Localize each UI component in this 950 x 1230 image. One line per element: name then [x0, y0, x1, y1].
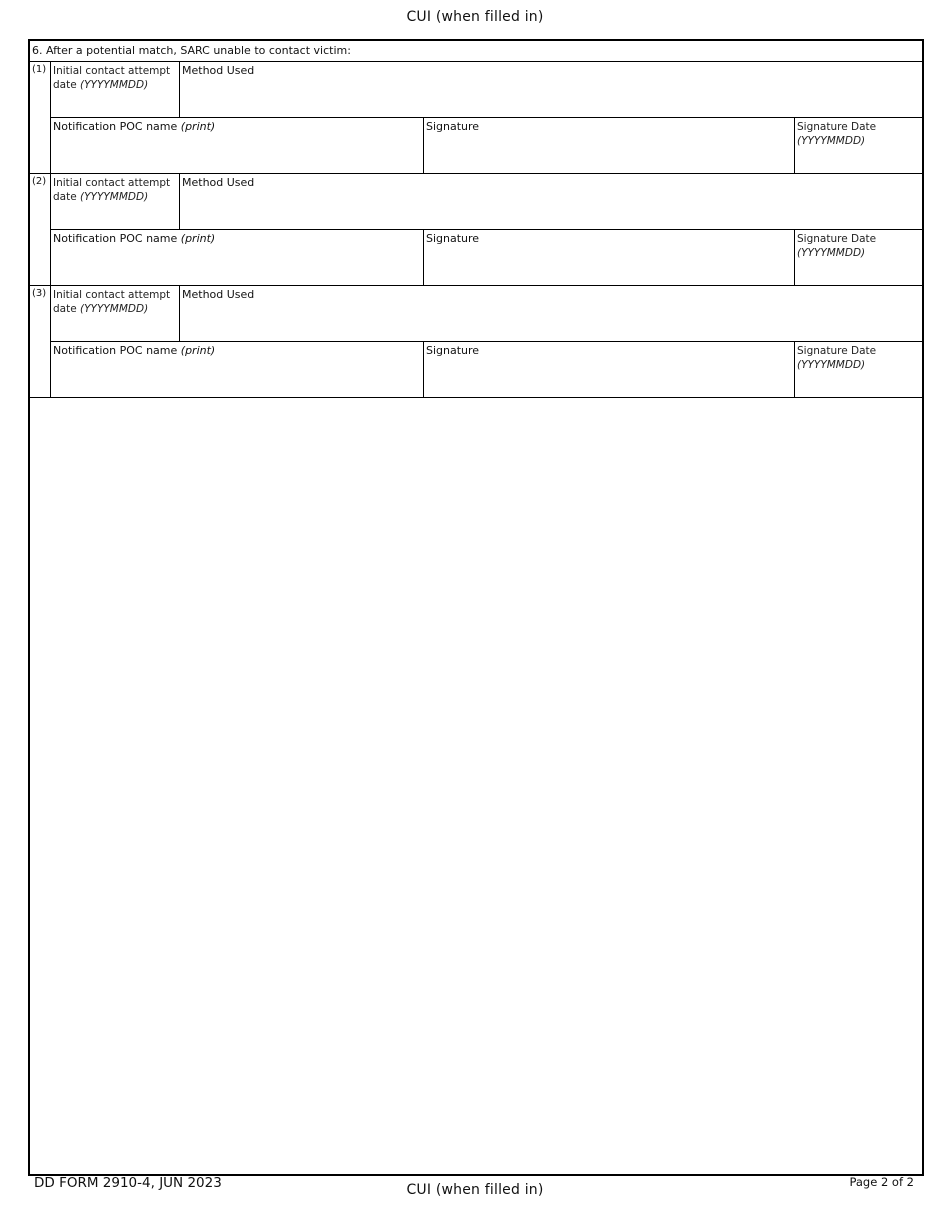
poc-name-hint: (print): [180, 232, 216, 245]
contact-date-field[interactable]: [51, 286, 179, 342]
form-identifier: DD FORM 2910-4, JUN 2023: [34, 1175, 222, 1191]
signature-date-label: Signature Date: [797, 345, 877, 357]
contact-date-format: (YYYYMMDD): [80, 79, 149, 91]
signature-date-label: Signature Date: [797, 233, 877, 245]
contact-date-format: (YYYYMMDD): [80, 191, 149, 203]
entry-number: (2): [30, 174, 51, 285]
method-used-field[interactable]: [179, 174, 922, 230]
poc-name-hint: (print): [180, 120, 216, 133]
poc-name-field[interactable]: [51, 230, 423, 285]
signature-date-field[interactable]: [794, 230, 922, 285]
signature-label: Signature: [426, 232, 480, 245]
contact-date-label: Initial contact attempt date: [53, 177, 171, 203]
contact-date-field[interactable]: [51, 62, 179, 118]
signature-date-field[interactable]: [794, 342, 922, 397]
contact-date-field[interactable]: [51, 174, 179, 230]
poc-name-hint: (print): [180, 344, 216, 357]
page-number: Page 2 of 2: [849, 1175, 914, 1189]
contact-entry-1: [30, 62, 922, 174]
signature-date-format: (YYYYMMDD): [797, 135, 866, 147]
signature-field[interactable]: [423, 342, 794, 397]
method-used-field[interactable]: [179, 62, 922, 118]
signature-label: Signature: [426, 344, 480, 357]
entry-number: (3): [30, 286, 51, 397]
signature-date-format: (YYYYMMDD): [797, 247, 866, 259]
method-used-label: Method Used: [182, 64, 255, 77]
contact-entry-3: [30, 286, 922, 398]
signature-label: Signature: [426, 120, 480, 133]
poc-name-label: Notification POC name: [53, 120, 178, 133]
section-title: 6. After a potential match, SARC unable to contact victim:: [30, 41, 922, 62]
method-used-label: Method Used: [182, 176, 255, 189]
contact-date-label: Initial contact attempt date: [53, 65, 171, 91]
poc-name-label: Notification POC name: [53, 344, 178, 357]
poc-name-label: Notification POC name: [53, 232, 178, 245]
method-used-field[interactable]: [179, 286, 922, 342]
signature-date-label: Signature Date: [797, 121, 877, 133]
contact-date-format: (YYYYMMDD): [80, 303, 149, 315]
cui-header: CUI (when filled in): [406, 9, 544, 25]
cui-footer: CUI (when filled in): [406, 1182, 544, 1198]
entry-number: (1): [30, 62, 51, 173]
method-used-label: Method Used: [182, 288, 255, 301]
contact-date-label: Initial contact attempt date: [53, 289, 171, 315]
signature-date-format: (YYYYMMDD): [797, 359, 866, 371]
signature-field[interactable]: [423, 118, 794, 173]
signature-date-field[interactable]: [794, 118, 922, 173]
contact-entry-2: [30, 174, 922, 286]
poc-name-field[interactable]: [51, 342, 423, 397]
form-frame: [28, 39, 924, 1176]
poc-name-field[interactable]: [51, 118, 423, 173]
signature-field[interactable]: [423, 230, 794, 285]
